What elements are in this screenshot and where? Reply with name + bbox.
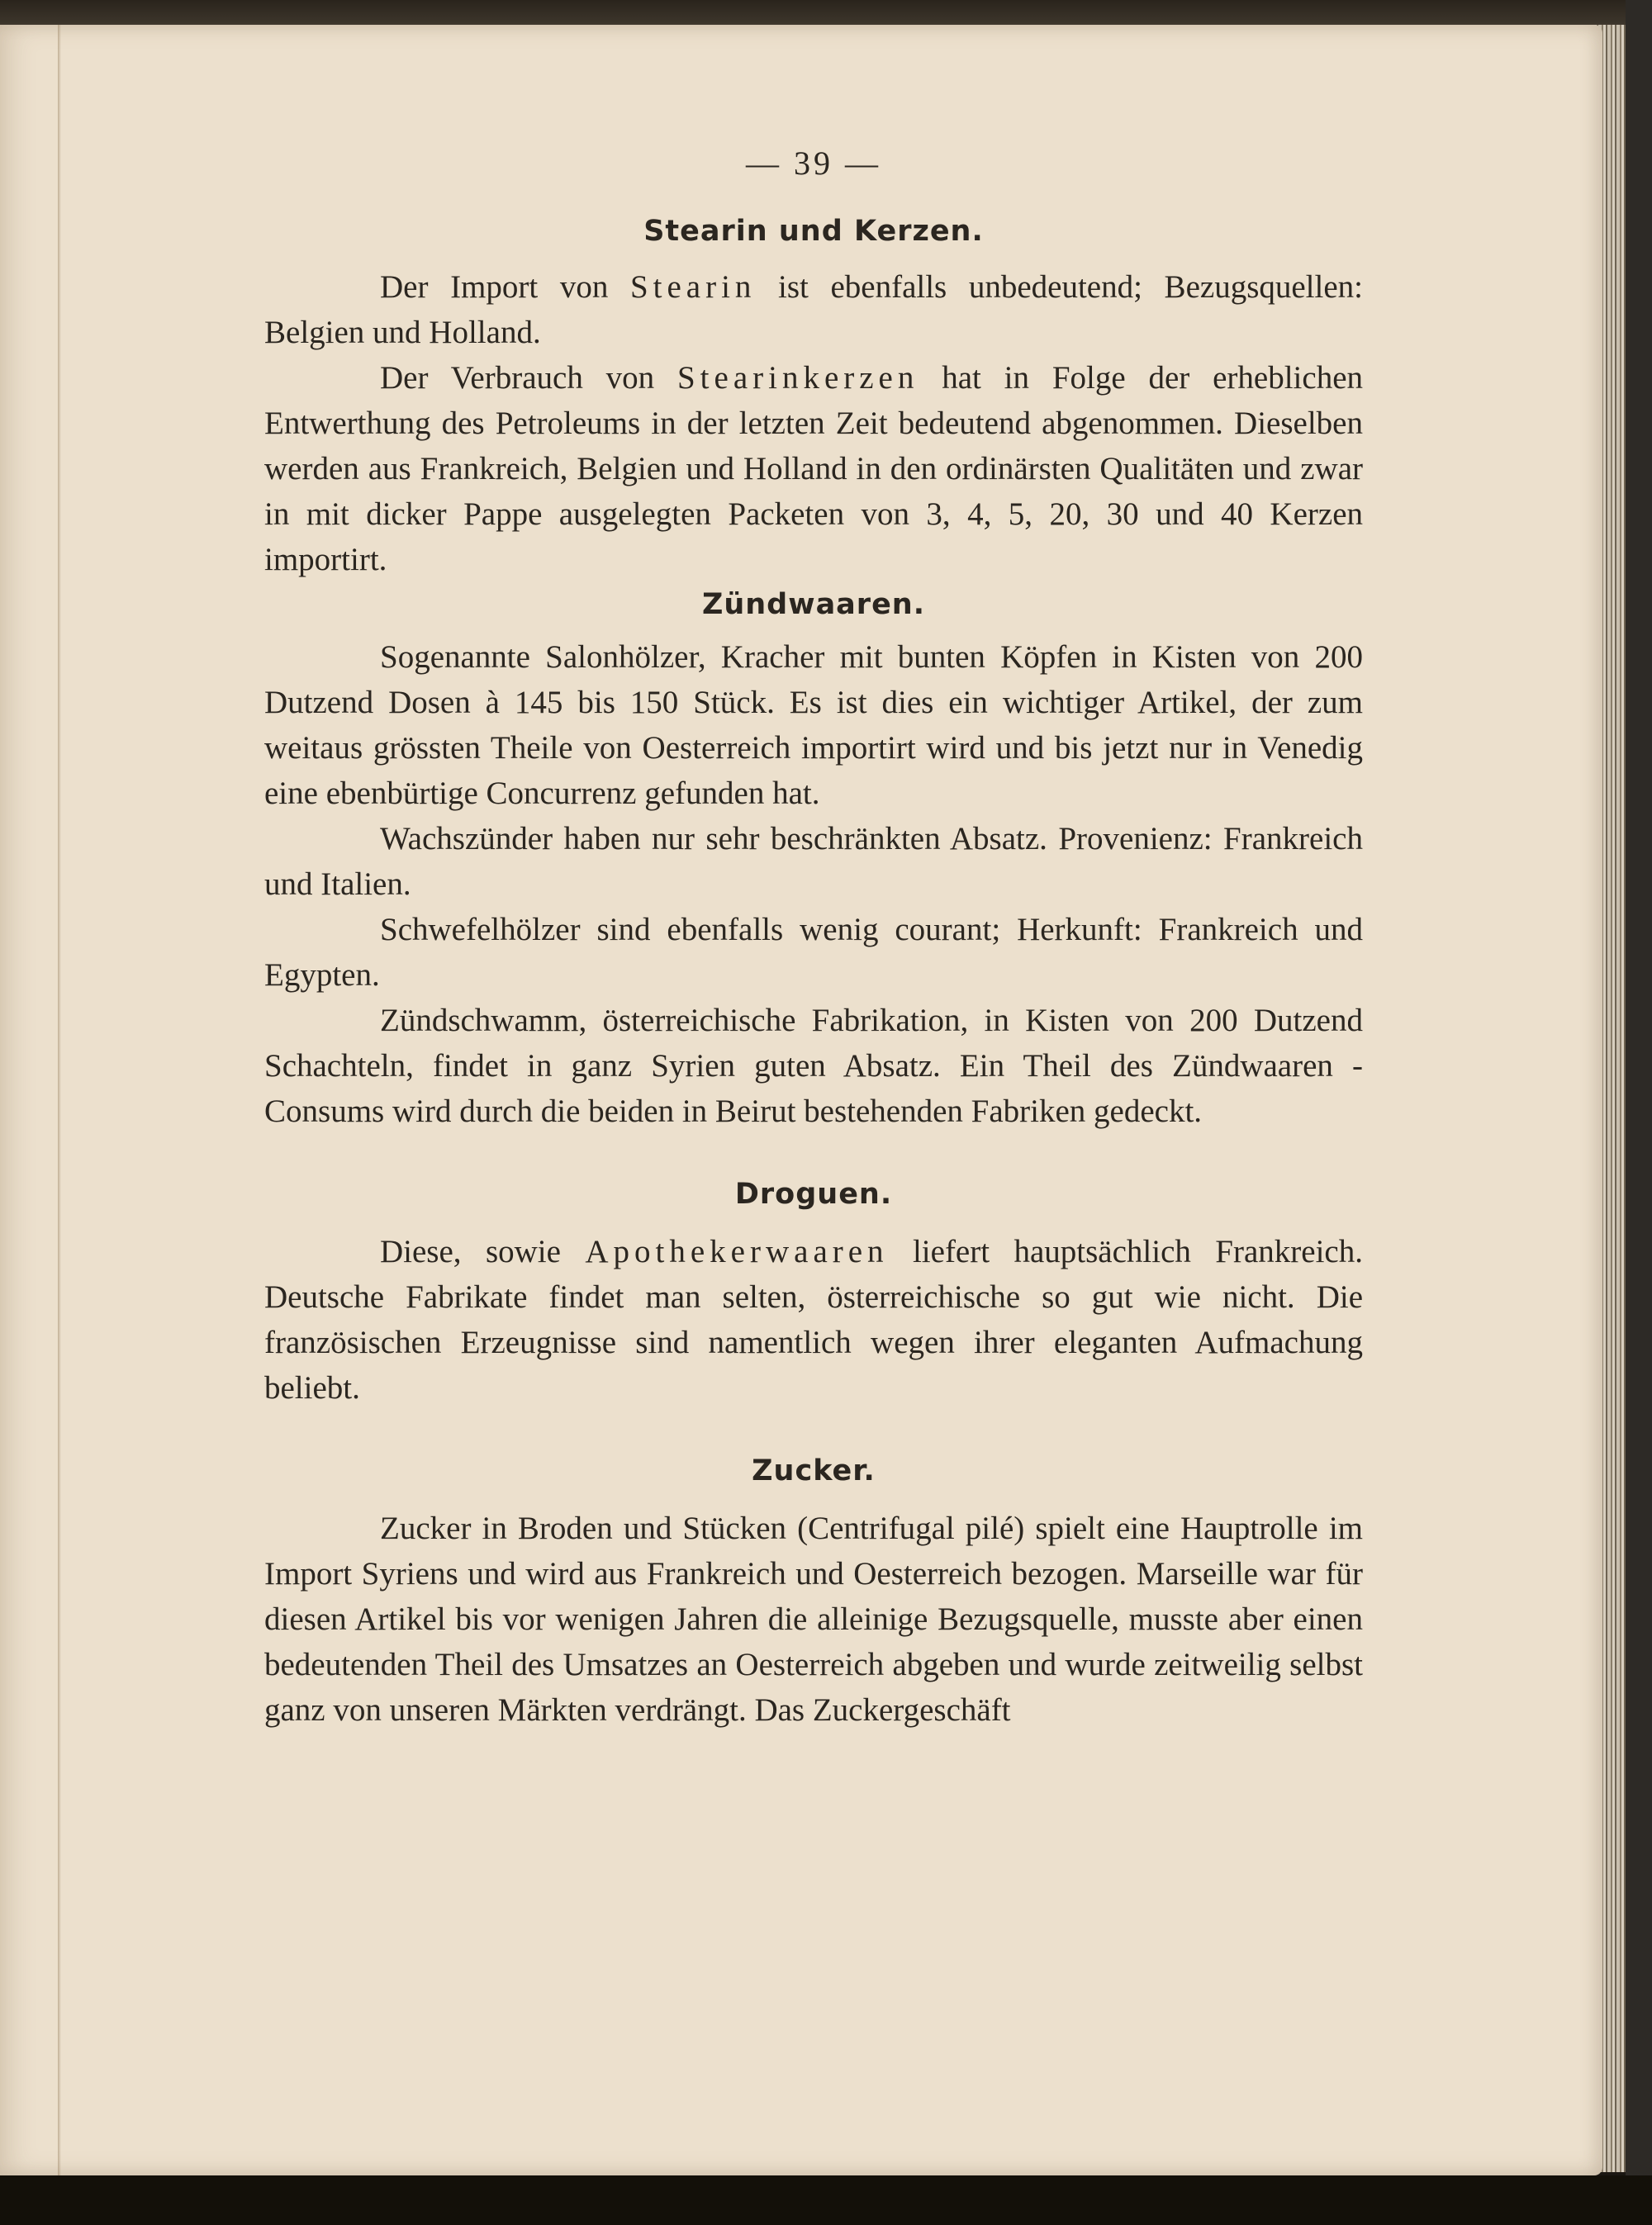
section-heading: Zündwaaren. [701,588,926,621]
section-heading: Zucker. [752,1454,876,1487]
paragraph: Zucker in Broden und Stücken (Centrifugal pilé) spielt eine Hauptrolle im Import Syriens und wird aus Frankreich und Oesterreich bezogen. Marseille war für diesen Artikel bis vor wenigen Jahren die alleinige Bezugsquelle, musste aber einen bedeutenden Theil des Umsatzes an Oesterreich abgeben und wurde zeitweilig selbst ganz von unseren Märkten verdrängt. Das Zuckergeschäft [264,1511,1363,1728]
section-heading: Droguen. [734,1178,893,1211]
page-number: — 39 — [746,145,881,182]
paragraph: Der Verbrauch von Stearinkerzen hat in Folge der erheblichen Entwerthung des Petroleums in der letzten Zeit bedeutend abgenommen. Dieselben werden aus Frankreich, Belgien und Holland in den ordinärsten Qualitäten und zwar in mit dicker Pappe ausgelegten Packeten von 3, 4, 5, 20, 30 und 40 Kerzen importirt. [264,360,1363,577]
paragraph: Der Import von Stearin ist ebenfalls unbedeutend; Bezugsquellen: Belgien und Holland. [264,269,1363,350]
book-cover-edge [1626,0,1652,2225]
scan-background-bottom [0,2175,1652,2225]
paragraph: Schwefelhölzer sind ebenfalls wenig courant; Herkunft: Frankreich und Egypten. [264,912,1363,993]
spaced-emphasis: Stearin [629,269,757,305]
page-content [264,140,1363,1733]
page-gutter-shadow [58,25,61,2175]
book-page [0,25,1602,2175]
paragraph: Zündschwamm, österreichische Fabrikation, in Kisten von 200 Dutzend Schachteln, findet in ganz Syrien guten Absatz. Ein Theil des Zündwaaren - Consums wird durch die beiden in Beirut bestehenden Fabriken gedeckt. [264,1003,1363,1129]
paragraph: Wachszünder haben nur sehr beschränkten Absatz. Provenienz: Frankreich und Italien. [264,821,1363,902]
paragraph: Diese, sowie Apothekerwaaren liefert hauptsächlich Frankreich. Deutsche Fabrikate findet man selten, österreichische so gut wie nicht. Die französischen Erzeugnisse sind namentlich wegen ihrer eleganten Aufmachung beliebt. [264,1234,1363,1406]
spaced-emphasis: Apothekerwaaren [585,1234,889,1269]
paragraph: Sogenannte Salonhölzer, Kracher mit bunten Köpfen in Kisten von 200 Dutzend Dosen à 145 bis 150 Stück. Es ist dies ein wichtiger Artikel, der zum weitaus grössten Theile von Oesterreich importirt wird und bis jetzt nur in Venedig eine ebenbürtige Concurrenz gefunden hat. [264,639,1363,811]
section-heading: Stearin und Kerzen. [643,215,984,248]
spaced-emphasis: Stearinkerzen [676,360,919,396]
